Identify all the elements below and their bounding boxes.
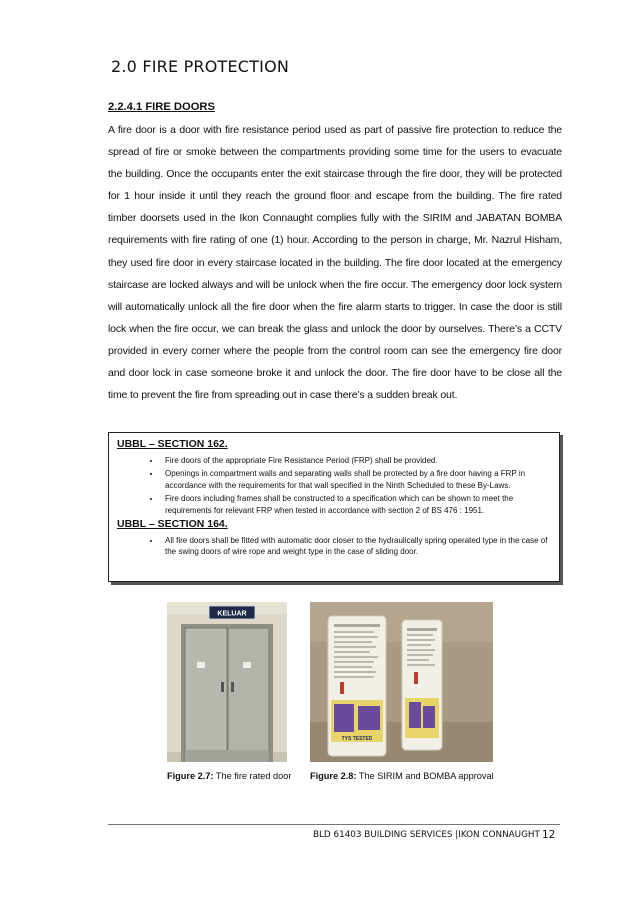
fire-door-illustration [167,602,287,762]
list-item: • Openings in compartment walls and separating walls shall be protected by a fire door having a FRP in accordance with the requirements for that wall specified in the Ninth Scheduled to these By-Laws. [161,468,551,491]
figure-2-8-caption [310,771,494,781]
ubbl-section-164-list [117,535,551,558]
page-title: 2.0 FIRE PROTECTION [111,57,290,76]
exit-sign-text: KELUAR [217,610,247,618]
figure-2-7-text: The fire rated door [213,771,292,781]
ubbl-section-162-heading: UBBL – SECTION 162. [117,438,228,450]
label-tested-text: TYS TESTED [341,736,373,742]
footer-divider [108,824,560,825]
approval-labels-illustration [310,602,493,762]
figure-2-7-caption [167,771,291,781]
figure-2-8-label: Figure 2.8: [310,771,357,781]
list-item: • Fire doors of the appropriate Fire Resistance Period (FRP) shall be provided. [161,455,551,467]
section-heading: 2.2.4.1 FIRE DOORS [108,101,215,113]
figure-2-7-label: Figure 2.7: [167,771,214,781]
figure-2-8-text: The SIRIM and BOMBA approval [356,771,494,781]
ubbl-section-162-list [117,455,551,517]
footer-text: BLD 61403 BUILDING SERVICES |IKON CONNAUGHT [313,830,540,840]
approval-labels-photo [310,602,493,762]
body-paragraph: A fire door is a door with fire resistance period used as part of passive fire protection to reduce the spread of fire or smoke between the compartments providing some time for the users to evacuate the building. Once the occupants enter the exit staircase through the fire door, they will be protected for 1 hour inside it until they reach the ground floor and escape from the building. The fire rated timber doorsets used in the Ikon Connaught complies fully with the SIRIM and JABATAN BOMBA requirements with fire rating of one (1) hour. According to the person in charge, Mr. Nazrul Hisham, they used fire door in every staircase located in the building. The fire door located at the emergency staircase are locked always and will be unlock when the fire occur. The emergency door lock system will automatically unlock all the fire door when the fire alarm starts to trigger. In case the door is still lock when the fire occur, we can break the glass and unlock the door by ourselves. There’s a CCTV provided in every corner where the people from the control room can see the emergency fire door and door lock in case someone broke it and unlock the door. The fire door have to be close all the time to prevent the fire from spreading out in case there’s a sudden break out. [108,124,562,402]
list-item: • All fire doors shall be fitted with automatic door closer to the hydraulically spring operated type in the case of the swing doors of wire rope and weight type in the case of sliding door. [161,535,551,558]
list-item: • Fire doors including frames shall be constructed to a specification which can be shown to meet the requirements for relevant FRP when tested in accordance with section 2 of BS 476 : 1951. [161,493,551,516]
ubbl-box [108,432,560,582]
ubbl-section-164-heading: UBBL – SECTION 164. [117,518,228,530]
page-number: 12 [542,829,556,841]
fire-door-photo [167,602,287,762]
